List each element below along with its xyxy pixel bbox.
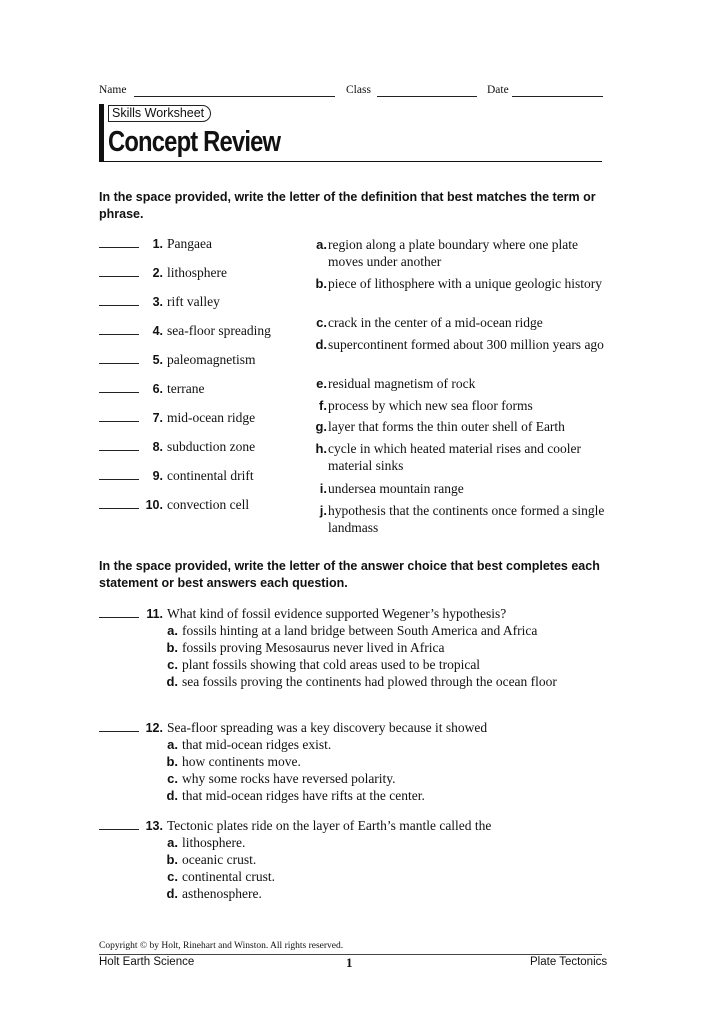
answer-option [160, 673, 610, 690]
option-letter: d. [166, 886, 178, 901]
definition-letter: e. [316, 376, 327, 391]
definition-letter: f. [319, 398, 327, 413]
answer-option [160, 656, 610, 673]
definition-letter: j. [319, 503, 327, 518]
term-number: 8. [152, 440, 163, 454]
answer-blank[interactable] [99, 606, 139, 618]
definition-item [308, 314, 608, 331]
term-text: subduction zone [167, 439, 256, 454]
option-letter: d. [166, 674, 178, 689]
term-item [99, 496, 249, 514]
term-number: 5. [152, 353, 163, 367]
definition-text: piece of lithosphere with a unique geologic history [328, 276, 603, 291]
class-field[interactable] [377, 96, 477, 97]
option-text: asthenosphere. [182, 886, 262, 901]
definition-text: layer that forms the thin outer shell of Earth [328, 419, 565, 434]
option-letter: c. [167, 657, 178, 672]
footer-book: Holt Earth Science [99, 956, 195, 968]
term-text: rift valley [167, 294, 220, 309]
definition-text: process by which new sea floor forms [328, 398, 533, 413]
definition-letter: c. [316, 315, 327, 330]
answer-option [160, 851, 610, 868]
option-letter: b. [166, 640, 178, 655]
answer-option [160, 834, 610, 851]
footer-chapter: Plate Tectonics [530, 956, 608, 968]
term-number: 4. [152, 324, 163, 338]
definition-letter: h. [315, 441, 327, 456]
question-text: Tectonic plates ride on the layer of Earth’s mantle called the [167, 818, 492, 833]
answer-blank[interactable] [99, 352, 139, 364]
answer-option [160, 787, 610, 804]
option-letter: c. [167, 869, 178, 884]
date-label: Date [487, 84, 509, 96]
answer-blank[interactable] [99, 720, 139, 732]
answer-blank[interactable] [99, 265, 139, 277]
definition-letter: b. [315, 276, 327, 291]
definition-item [308, 236, 608, 270]
option-text: plant fossils showing that cold areas used to be tropical [182, 657, 481, 672]
option-text: fossils hinting at a land bridge between South America and Africa [182, 623, 538, 638]
answer-option [160, 868, 610, 885]
class-label: Class [346, 84, 371, 96]
term-item [99, 293, 220, 311]
answer-blank[interactable] [99, 439, 139, 451]
term-number: 1. [152, 237, 163, 251]
option-text: sea fossils proving the continents had plowed through the ocean floor [182, 674, 557, 689]
definition-item [308, 502, 608, 536]
definition-text: undersea mountain range [328, 481, 464, 496]
term-number: 7. [152, 411, 163, 425]
question-number: 11. [146, 607, 163, 621]
option-letter: a. [167, 835, 178, 850]
term-number: 9. [152, 469, 163, 483]
option-text: fossils proving Mesosaurus never lived in Africa [182, 640, 445, 655]
definition-text: cycle in which heated material rises and cooler material sinks [328, 441, 582, 473]
question-text: What kind of fossil evidence supported Wegener’s hypothesis? [167, 606, 507, 621]
option-letter: b. [166, 852, 178, 867]
option-text: that mid-ocean ridges exist. [182, 737, 332, 752]
section1-instructions: In the space provided, write the letter of the definition that best matches the term or phrase. [99, 190, 596, 221]
term-item [99, 351, 255, 369]
definition-letter: a. [316, 237, 327, 252]
question-stem [99, 817, 609, 835]
definition-item [308, 375, 608, 392]
option-text: lithosphere. [182, 835, 246, 850]
definition-item [308, 440, 608, 474]
term-text: convection cell [167, 497, 250, 512]
option-letter: a. [167, 623, 178, 638]
term-item [99, 235, 212, 253]
option-text: oceanic crust. [182, 852, 257, 867]
question-stem [99, 719, 609, 737]
section2-instructions: In the space provided, write the letter of the answer choice that best completes each statement or best answers each question. [99, 559, 600, 590]
term-item [99, 322, 271, 340]
definition-item [308, 275, 608, 292]
answer-blank[interactable] [99, 410, 139, 422]
option-text: why some rocks have reversed polarity. [182, 771, 396, 786]
answer-blank[interactable] [99, 818, 139, 830]
answer-blank[interactable] [99, 323, 139, 335]
term-item [99, 264, 227, 282]
term-item [99, 467, 254, 485]
answer-blank[interactable] [99, 294, 139, 306]
definition-item [308, 336, 608, 353]
name-label: Name [99, 84, 127, 96]
term-text: lithosphere [167, 265, 227, 280]
definition-text: crack in the center of a mid-ocean ridge [328, 315, 543, 330]
answer-blank[interactable] [99, 468, 139, 480]
definition-letter: i. [319, 481, 327, 496]
term-text: mid-ocean ridge [167, 410, 256, 425]
definition-letter: d. [315, 337, 327, 352]
answer-blank[interactable] [99, 236, 139, 248]
page-title: Concept Review [108, 126, 281, 158]
term-text: Pangaea [167, 236, 212, 251]
definition-letter: g. [315, 419, 327, 434]
option-text: how continents move. [182, 754, 301, 769]
definition-item [308, 480, 608, 497]
name-field[interactable] [134, 96, 335, 97]
answer-option [160, 770, 610, 787]
term-number: 6. [152, 382, 163, 396]
definition-item [308, 397, 608, 414]
term-text: paleomagnetism [167, 352, 256, 367]
page-number: 1 [346, 955, 353, 970]
option-text: that mid-ocean ridges have rifts at the center. [182, 788, 425, 803]
question-stem [99, 605, 609, 623]
term-item [99, 380, 204, 398]
copyright: Copyright © by Holt, Rinehart and Winston. All rights reserved. [99, 941, 344, 951]
term-item [99, 409, 255, 427]
answer-option [160, 885, 610, 902]
option-letter: d. [166, 788, 178, 803]
definition-text: supercontinent formed about 300 million years ago [328, 337, 604, 352]
answer-blank[interactable] [99, 381, 139, 393]
definition-text: hypothesis that the continents once formed a single landmass [328, 503, 605, 535]
question-number: 13. [145, 819, 163, 833]
answer-option [160, 622, 610, 639]
option-letter: c. [167, 771, 178, 786]
date-field[interactable] [512, 96, 603, 97]
option-letter: a. [167, 737, 178, 752]
term-item [99, 438, 255, 456]
definition-text: region along a plate boundary where one plate moves under another [328, 237, 579, 269]
term-text: terrane [167, 381, 205, 396]
term-number: 2. [152, 266, 163, 280]
answer-option [160, 753, 610, 770]
answer-option [160, 736, 610, 753]
term-number: 3. [152, 295, 163, 309]
definition-item [308, 418, 608, 435]
option-text: continental crust. [182, 869, 275, 884]
term-text: continental drift [167, 468, 254, 483]
question-number: 12. [145, 721, 163, 735]
term-text: sea-floor spreading [167, 323, 271, 338]
option-letter: b. [166, 754, 178, 769]
definition-text: residual magnetism of rock [328, 376, 476, 391]
question-text: Sea-floor spreading was a key discovery because it showed [167, 720, 488, 735]
answer-blank[interactable] [99, 497, 139, 509]
title-rule [99, 161, 602, 162]
answer-option [160, 639, 610, 656]
title-bar [99, 104, 104, 162]
worksheet-tag: Skills Worksheet [108, 105, 211, 122]
term-number: 10. [145, 498, 163, 512]
